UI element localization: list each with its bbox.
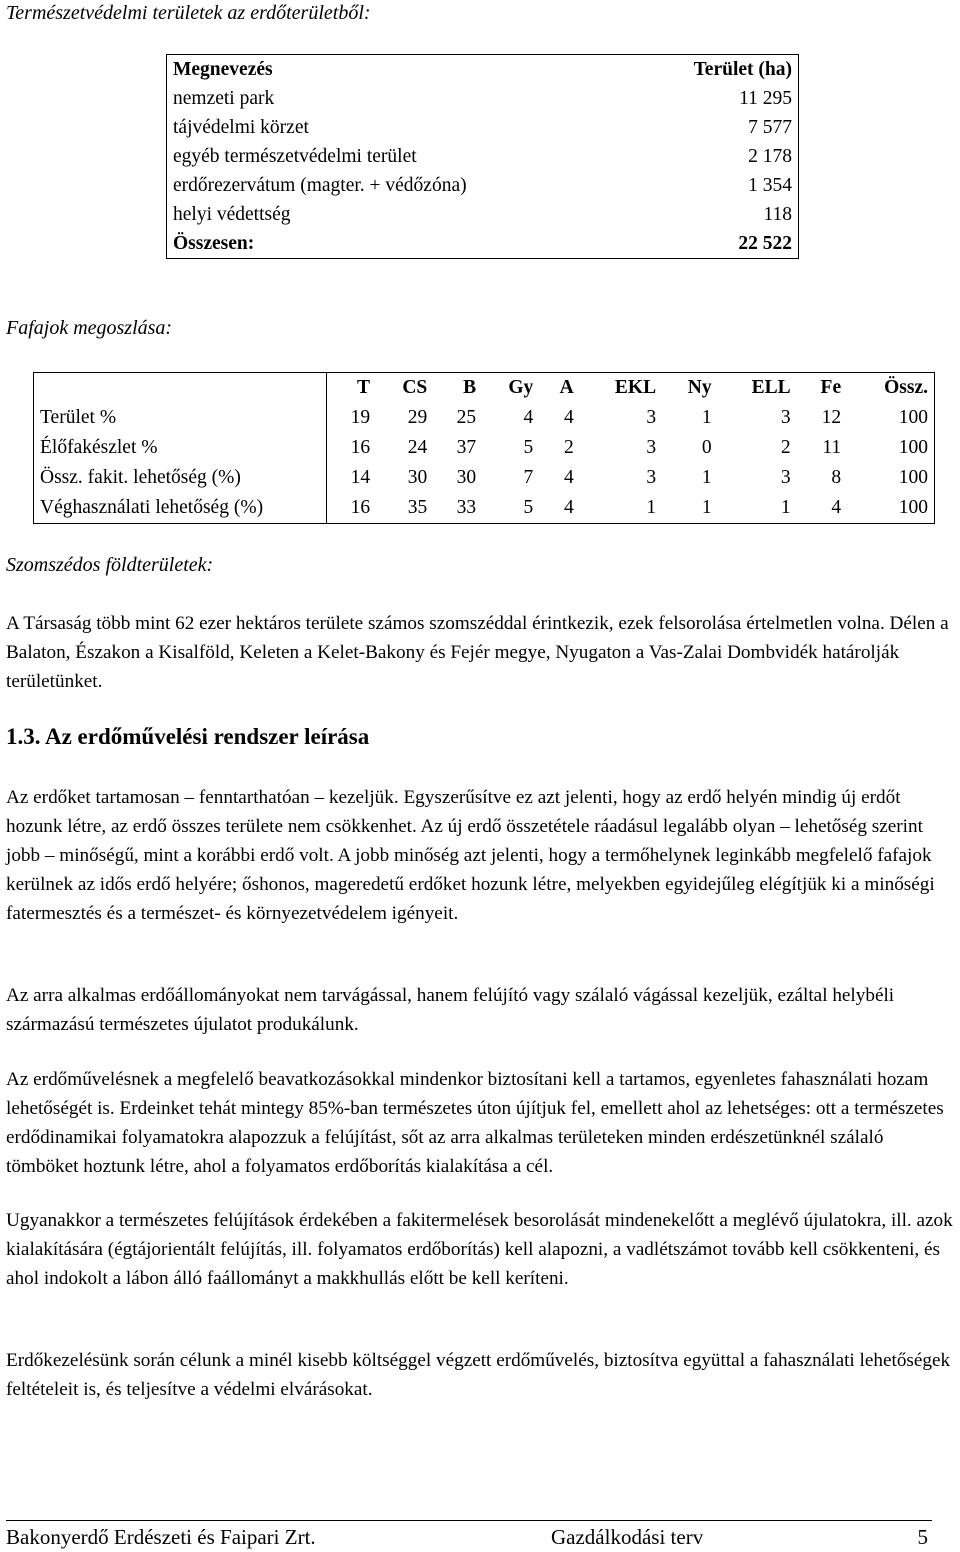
percent-cell: 8	[831, 467, 842, 488]
percent-cell: 5	[523, 497, 534, 518]
percent-cell: 16	[350, 437, 371, 458]
percent-cell: 1	[701, 497, 712, 518]
percent-cell: 24	[407, 437, 428, 458]
percent-cell: 7	[523, 467, 534, 488]
area-name-cell: erdőrezervátum (magter. + védőzóna)	[173, 175, 467, 196]
area-name-cell: egyéb természetvédelmi terület	[173, 146, 417, 167]
table-row	[34, 463, 935, 493]
table-row	[34, 493, 935, 524]
row-label-cell: Véghasználati lehetőség (%)	[34, 493, 327, 524]
paragraph-2: Az arra alkalmas erdőállományokat nem tarvágással, hanem felújító vagy szálaló vágással kezeljük, ezáltal helybéli származású természetes újulatot produkálunk.	[6, 985, 895, 1035]
percent-cell: 1	[701, 467, 712, 488]
neighbors-heading: Szomszédos földterületek:	[6, 554, 214, 576]
species-header-cell: T	[357, 377, 371, 398]
table-row	[167, 142, 799, 171]
species-distribution-table	[33, 372, 935, 524]
paragraph-4: Ugyanakkor a természetes felújítások érdekében a fakitermelések besorolását mindenekelőtt a meglévő újulatokra, ill. azok kialakítására (égtájorientált felújítás, ill. folyamatos erdőborítás) kell alapozni, a vadlétszámot tovább kell csökkenteni, és ahol indokolt a lábon álló faállományt a makkhullás előtt be kell keríteni.	[6, 1210, 953, 1289]
percent-cell: 30	[407, 467, 428, 488]
paragraph-1: Az erdőket tartamosan – fenntarthatóan – kezeljük. Egyszerűsítve ez azt jelenti, hogy az erdő helyén mindig új erdőt hozunk létre, az erdő összes területe nem csökkenhet. Az új erdő összetétele ráadásul legalább olyan – lehetőség szerint jobb – minőségű, mint a korábbi erdő volt. A jobb minőség azt jelenti, hogy a termőhelynek leginkább megfelelő fafajok kerülnek az idős erdő helyére; őshonos, mageredetű erdőket hozunk létre, melyekben egyidejűleg elégítjük ki a minőségi fatermesztés és a természet- és környezetvédelem igényeit.	[6, 787, 935, 924]
row-label-cell	[34, 373, 327, 404]
area-value-cell: 7 577	[748, 117, 792, 138]
percent-cell: 35	[407, 497, 428, 518]
species-header-cell: Ny	[687, 377, 712, 398]
footer-company: Bakonyerdő Erdészeti és Faipari Zrt.	[6, 1525, 316, 1549]
species-header-cell: ELL	[751, 377, 791, 398]
table-header-row	[34, 373, 935, 404]
area-value-cell: Terület (ha)	[693, 59, 792, 80]
percent-cell: 30	[456, 467, 477, 488]
percent-cell: 19	[350, 407, 371, 428]
percent-cell: 4	[563, 407, 574, 428]
neighbors-paragraph: A Társaság több mint 62 ezer hektáros területe számos szomszéddal érintkezik, ezek felsorolása értelmetlen volna. Délen a Balaton, Északon a Kisalföld, Keleten a Kelet-Bakony és Fejér megye, Nyugaton a Vas-Zalai Dombvidék határolják területünket.	[6, 613, 949, 692]
percent-cell: 16	[350, 497, 371, 518]
nature-heading: Természetvédelmi területek az erdőterületből:	[6, 2, 371, 24]
species-header-cell: Gy	[508, 377, 534, 398]
page-footer	[6, 1520, 932, 1551]
species-header-cell: B	[463, 377, 477, 398]
percent-cell: 29	[407, 407, 428, 428]
area-value-cell: 22 522	[738, 233, 792, 254]
percent-cell: 3	[780, 407, 791, 428]
paragraph-3: Az erdőművelésnek a megfelelő beavatkozásokkal mindenkor biztosítani kell a tartamos, egyenletes fahasználati hozam lehetőségét is. Erdeinket tehát mintegy 85%-ban természetes úton újítjuk fel, emellett ahol az lehetséges: ott a természetes erdődinamikai folyamatokra alapozzuk a felújítást, sőt az arra alkalmas területeken minden erdészetünknél szálaló tömböket hoztunk létre, ahol a folyamatos erdőborítás kialakítása a cél.	[6, 1069, 944, 1177]
footer-document: Gazdálkodási terv	[551, 1525, 704, 1549]
percent-cell: 100	[898, 497, 928, 518]
percent-cell: 2	[780, 437, 791, 458]
species-header-cell: CS	[402, 377, 428, 398]
percent-cell: 4	[563, 497, 574, 518]
footer-page-number: 5	[917, 1525, 928, 1549]
nature-areas-table	[166, 54, 799, 259]
table-header-row	[167, 55, 799, 85]
area-name-cell: nemzeti park	[173, 88, 275, 109]
percent-cell: 3	[780, 467, 791, 488]
percent-cell: 100	[898, 407, 928, 428]
area-value-cell: 118	[763, 204, 792, 225]
area-name-cell: tájvédelmi körzet	[173, 117, 309, 138]
table-row	[34, 403, 935, 433]
percent-cell: 33	[456, 497, 477, 518]
row-label-cell: Össz. fakit. lehetőség (%)	[34, 463, 327, 493]
area-value-cell: 2 178	[748, 146, 792, 167]
table-header-row	[167, 229, 799, 259]
area-name-cell: helyi védettség	[173, 204, 291, 225]
percent-cell: 4	[523, 407, 534, 428]
percent-cell: 25	[456, 407, 477, 428]
area-name-cell: Megnevezés	[173, 59, 273, 80]
table-row	[167, 200, 799, 229]
percent-cell: 1	[780, 497, 791, 518]
table-row	[167, 171, 799, 200]
paragraph-5: Erdőkezelésünk során célunk a minél kisebb költséggel végzett erdőművelés, biztosítva együttal a fahasználati lehetőségek feltételeit is, és teljesítve a védelmi elvárásokat.	[6, 1350, 951, 1400]
percent-cell: 11	[822, 437, 842, 458]
percent-cell: 3	[646, 467, 657, 488]
species-header-cell: Össz.	[884, 377, 928, 398]
area-value-cell: 1 354	[748, 175, 792, 196]
percent-cell: 2	[563, 437, 574, 458]
percent-cell: 1	[701, 407, 712, 428]
percent-cell: 5	[523, 437, 534, 458]
percent-cell: 12	[821, 407, 842, 428]
percent-cell: 4	[831, 497, 842, 518]
table-row	[167, 84, 799, 113]
species-heading: Fafajok megoszlása:	[6, 317, 173, 339]
row-label-cell: Terület %	[34, 403, 327, 433]
percent-cell: 3	[646, 437, 657, 458]
species-header-cell: Fe	[820, 377, 842, 398]
species-header-cell: A	[559, 377, 574, 398]
table-row	[34, 433, 935, 463]
percent-cell: 37	[456, 437, 477, 458]
area-name-cell: Összesen:	[173, 233, 255, 254]
percent-cell: 0	[701, 437, 712, 458]
species-header-cell: EKL	[614, 377, 657, 398]
percent-cell: 100	[898, 467, 928, 488]
section-title: 1.3. Az erdőművelési rendszer leírása	[6, 724, 370, 749]
area-value-cell: 11 295	[739, 88, 792, 109]
row-label-cell: Élőfakészlet %	[34, 433, 327, 463]
table-row	[167, 113, 799, 142]
percent-cell: 1	[646, 497, 657, 518]
percent-cell: 100	[898, 437, 928, 458]
percent-cell: 14	[350, 467, 371, 488]
percent-cell: 4	[563, 467, 574, 488]
percent-cell: 3	[646, 407, 657, 428]
